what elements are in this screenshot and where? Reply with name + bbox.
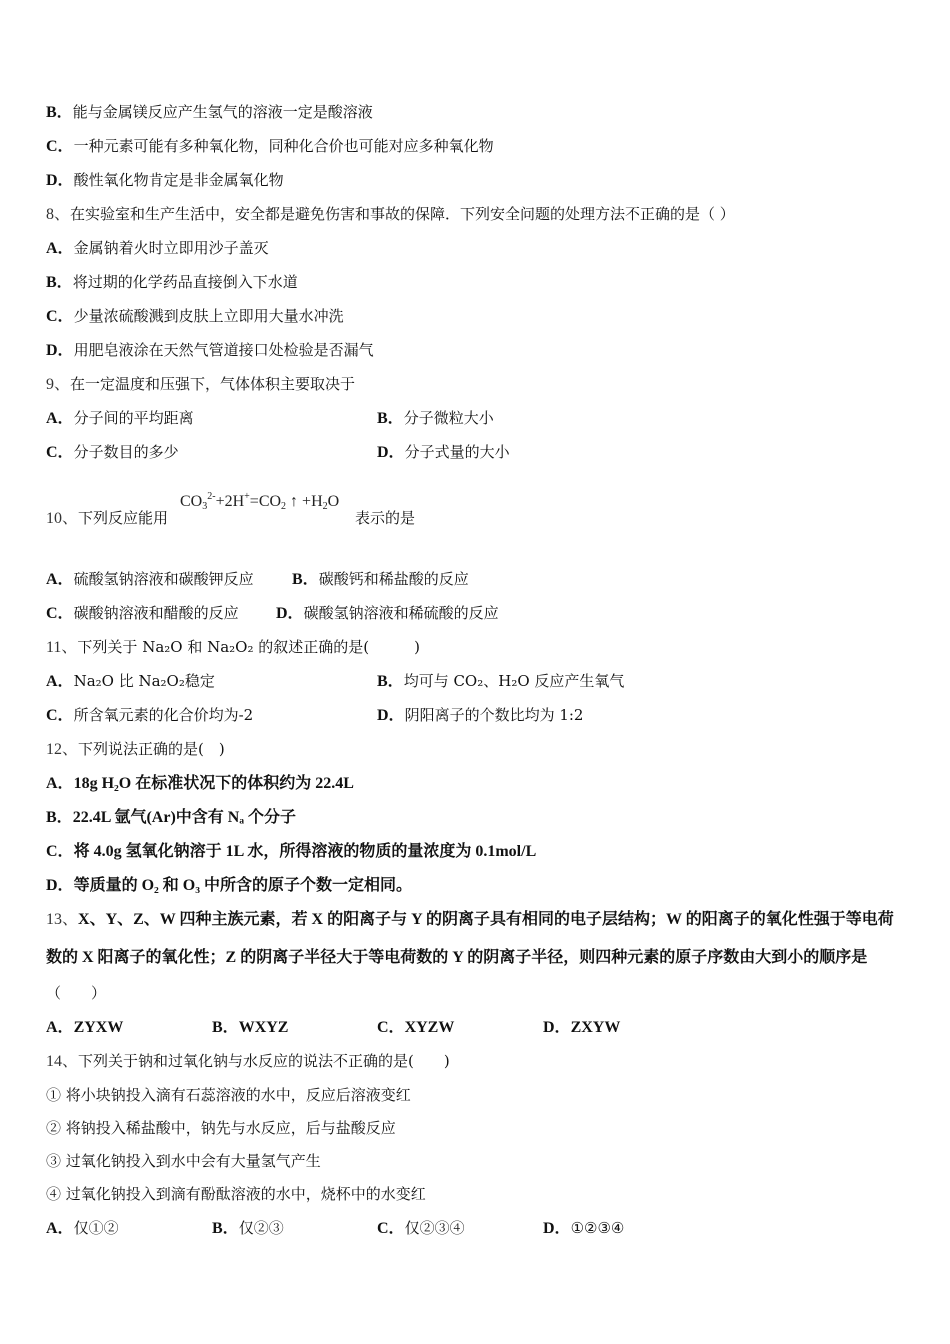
q9-option-b: B．分子微粒大小 — [377, 409, 494, 427]
q14-statement-1: ① 将小块钠投入滴有石蕊溶液的水中，反应后溶液变红 — [46, 1086, 411, 1104]
q14-option-b: B．仅②③ — [212, 1219, 284, 1237]
q12-option-a: A．18g H₂O 在标准状况下的体积约为 22.4L — [46, 775, 354, 792]
q14-statement-4: ④ 过氧化钠投入到滴有酚酞溶液的水中，烧杯中的水变红 — [46, 1185, 426, 1203]
ionic-equation-image: $CO_3^{2-}+2H^+=CO_2$ ↑ $+H_2O$ — [180, 491, 340, 512]
q8-option-b: B．将过期的化学药品直接倒入下水道 — [46, 273, 298, 291]
q8-stem: 8、在实验室和生产生活中，安全都是避免伤害和事故的保障．下列安全问题的处理方法不正确的是（ ） — [46, 205, 735, 223]
q9-stem: 9、在一定温度和压强下，气体体积主要取决于 — [46, 375, 356, 393]
q14-option-c: C．仅②③④ — [377, 1219, 465, 1237]
q13-stem-line3: （ ） — [46, 984, 107, 1002]
q10-option-c: C．碳酸钠溶液和醋酸的反应 — [46, 604, 239, 622]
q14-option-a: A．仅①② — [46, 1219, 119, 1237]
q12-option-d: D．等质量的 O₂ 和 O₃ 中所含的原子个数一定相同。 — [46, 877, 413, 894]
q10-option-a: A．硫酸氢钠溶液和碳酸钾反应 — [46, 570, 254, 588]
q12-option-c: C．将 4.0g 氢氧化钠溶于 1L 水，所得溶液的物质的量浓度为 0.1mol/L — [46, 843, 537, 860]
q8-option-c: C．少量浓硫酸溅到皮肤上立即用大量水冲洗 — [46, 307, 344, 325]
q7-option-c: C．一种元素可能有多种氧化物，同种化合价也可能对应多种氧化物 — [46, 137, 494, 155]
q9-option-c: C．分子数目的多少 — [46, 443, 179, 461]
q14-stem: 14、下列关于钠和过氧化钠与水反应的说法不正确的是( ) — [46, 1052, 450, 1070]
q12-stem: 12、下列说法正确的是( ) — [46, 740, 225, 758]
q8-option-d: D．用肥皂液涂在天然气管道接口处检验是否漏气 — [46, 341, 374, 359]
q9-option-d: D．分子式量的大小 — [377, 443, 510, 461]
q9-option-a: A．分子间的平均距离 — [46, 409, 194, 427]
q11-option-b: B．均可与 CO₂、H₂O 反应产生氧气 — [377, 672, 625, 690]
q14-option-d: D．①②③④ — [543, 1219, 625, 1237]
q11-option-d: D．阴阳离子的个数比均为 1:2 — [377, 706, 584, 724]
q13-option-b: B．WXYZ — [212, 1019, 289, 1036]
q11-option-a: A．Na₂O 比 Na₂O₂稳定 — [46, 672, 215, 690]
q7-option-d: D．酸性氧化物肯定是非金属氧化物 — [46, 171, 284, 189]
q7-option-b: B．能与金属镁反应产生氢气的溶液一定是酸溶液 — [46, 103, 373, 121]
q13-option-a: A．ZYXW — [46, 1019, 124, 1036]
q10-option-d: D．碳酸氢钠溶液和稀硫酸的反应 — [276, 604, 499, 622]
q11-option-c: C．所含氧元素的化合价均为-2 — [46, 706, 254, 724]
q10-stem-tail: 表示的是 — [355, 509, 416, 527]
q13-option-d: D．ZXYW — [543, 1019, 621, 1036]
q11-stem: 11、下列关于 Na₂O 和 Na₂O₂ 的叙述正确的是( ) — [46, 638, 420, 656]
q13-stem-line2: 数的 X 阳离子的氧化性；Z 的阴离子半径大于等电荷数的 Y 的阴离子半径，则四种元素的原子序数由大到小的顺序是 — [46, 949, 868, 966]
q13-stem-line1: 13、X、Y、Z、W 四种主族元素，若 X 的阳离子与 Y 的阴离子具有相同的电子层结构；W 的阳离子的氧化性强于等电荷 — [46, 911, 894, 928]
q14-statement-2: ② 将钠投入稀盐酸中，钠先与水反应，后与盐酸反应 — [46, 1119, 396, 1137]
q13-option-c: C．XYZW — [377, 1019, 455, 1036]
q8-option-a: A．金属钠着火时立即用沙子盖灭 — [46, 239, 269, 257]
q10-option-b: B．碳酸钙和稀盐酸的反应 — [292, 570, 469, 588]
q10-stem: 10、下列反应能用 — [46, 509, 169, 527]
q12-option-b: B．22.4L 氩气(Ar)中含有 Nₐ 个分子 — [46, 809, 297, 826]
q14-statement-3: ③ 过氧化钠投入到水中会有大量氢气产生 — [46, 1152, 321, 1170]
